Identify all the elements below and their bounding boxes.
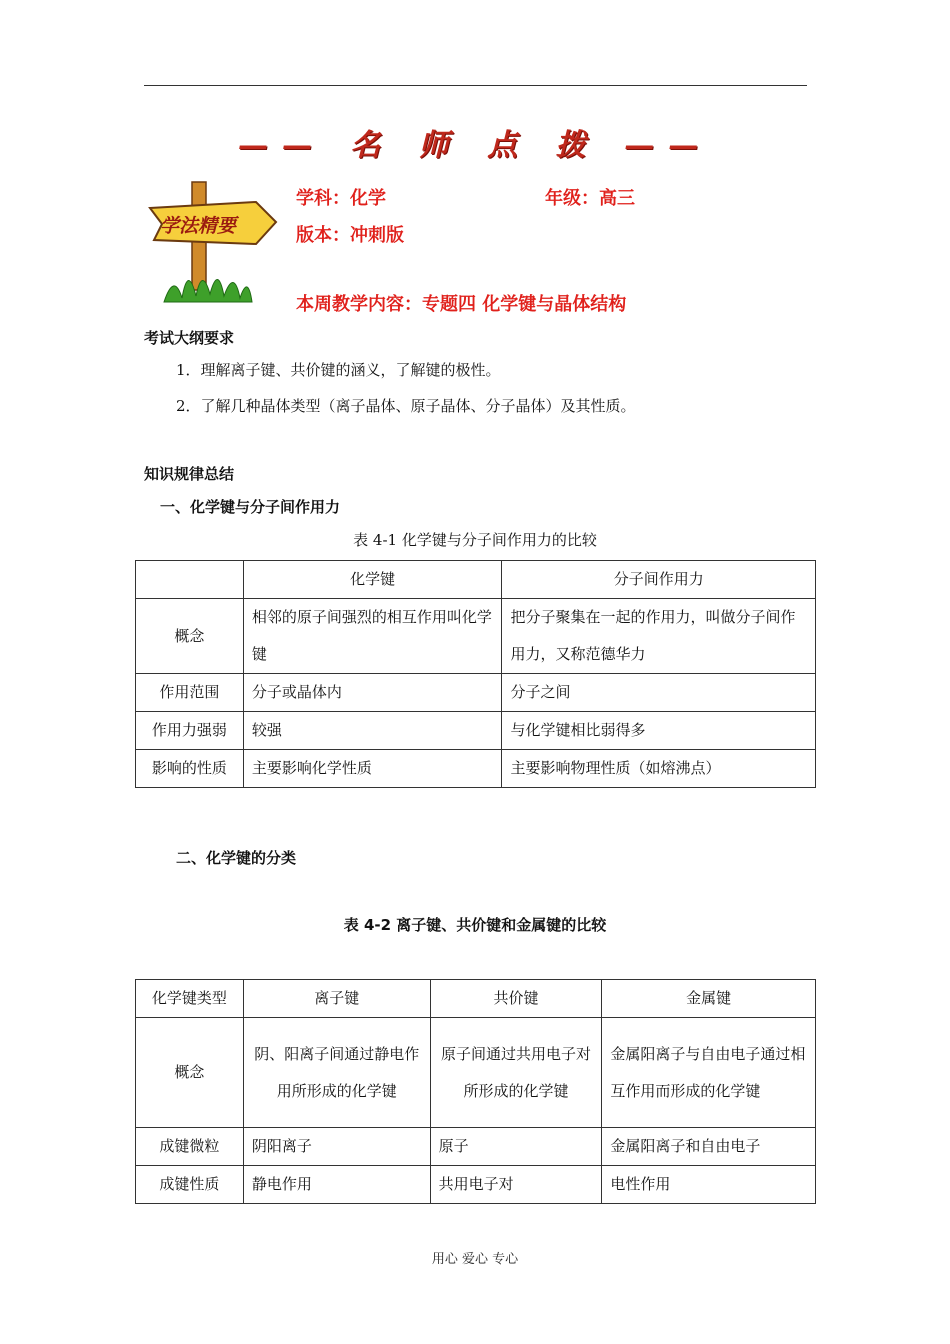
table-cell: 分子之间 (502, 674, 816, 712)
table1-caption: 表 4-1 化学键与分子间作用力的比较 (353, 531, 597, 549)
banner-title: —— 名 师 点 拨 —— (237, 128, 713, 163)
table-cell: 电性作用 (602, 1166, 816, 1204)
section2-heading: 二、化学键的分类 (176, 849, 297, 867)
table-cell: 较强 (243, 712, 502, 750)
edition-label: 版本：冲刺版 (296, 225, 404, 246)
table-cell: 阴、阳离子间通过静电作用所形成的化学键 (243, 1018, 430, 1128)
summary-heading: 知识规律总结 (144, 465, 235, 483)
table-header-cell: 共价键 (430, 980, 602, 1018)
table-row (136, 1128, 816, 1166)
table2 (135, 979, 816, 1204)
table-row (136, 1018, 816, 1128)
syllabus-heading: 考试大纲要求 (144, 329, 235, 347)
table-cell (136, 561, 244, 599)
table-cell: 概念 (136, 1018, 244, 1128)
table-cell: 成键性质 (136, 1166, 244, 1204)
table-row (136, 1166, 816, 1204)
signpost-logo (144, 180, 284, 310)
table-cell: 成键微粒 (136, 1128, 244, 1166)
table-cell: 与化学键相比弱得多 (502, 712, 816, 750)
syllabus-item: 2．了解几种晶体类型（离子晶体、原子晶体、分子晶体）及其性质。 (176, 397, 636, 415)
table-header-cell: 金属键 (602, 980, 816, 1018)
table-cell: 静电作用 (243, 1166, 430, 1204)
section1-heading: 一、化学键与分子间作用力 (160, 498, 341, 516)
logo-text: 学法精要 (160, 215, 237, 237)
subject-label: 学科：化学 (296, 188, 386, 209)
table-cell: 原子 (430, 1128, 602, 1166)
table-header-cell: 化学键 (243, 561, 502, 599)
table-cell: 作用范围 (136, 674, 244, 712)
table-header-cell: 离子键 (243, 980, 430, 1018)
table-cell: 金属阳离子和自由电子 (602, 1128, 816, 1166)
table-cell: 把分子聚集在一起的作用力，叫做分子间作用力，又称范德华力 (502, 599, 816, 674)
table-row (136, 980, 816, 1018)
table-cell: 主要影响化学性质 (243, 750, 502, 788)
table-row (136, 599, 816, 674)
table-cell: 分子或晶体内 (243, 674, 502, 712)
table-row (136, 674, 816, 712)
table-cell: 影响的性质 (136, 750, 244, 788)
table-cell: 阴阳离子 (243, 1128, 430, 1166)
table-cell: 原子间通过共用电子对所形成的化学键 (430, 1018, 602, 1128)
table-row (136, 750, 816, 788)
grade-label: 年级：高三 (545, 188, 635, 209)
table-header-cell: 化学键类型 (136, 980, 244, 1018)
page-footer: 用心 爱心 专心 (431, 1252, 519, 1267)
table-cell: 主要影响物理性质（如熔沸点） (502, 750, 816, 788)
table-cell: 金属阳离子与自由电子通过相互作用而形成的化学键 (602, 1018, 816, 1128)
table-cell: 作用力强弱 (136, 712, 244, 750)
table-header-cell: 分子间作用力 (502, 561, 816, 599)
syllabus-item: 1．理解离子键、共价键的涵义，了解键的极性。 (176, 361, 501, 379)
table2-caption: 表 4-2 离子键、共价键和金属键的比较 (343, 916, 607, 934)
table-cell: 共用电子对 (430, 1166, 602, 1204)
table-row (136, 712, 816, 750)
table-cell: 概念 (136, 599, 244, 674)
weekly-content: 本周教学内容：专题四 化学键与晶体结构 (296, 294, 627, 315)
table1 (135, 560, 816, 788)
top-rule (144, 85, 807, 86)
table-row (136, 561, 816, 599)
table-cell: 相邻的原子间强烈的相互作用叫化学键 (243, 599, 502, 674)
